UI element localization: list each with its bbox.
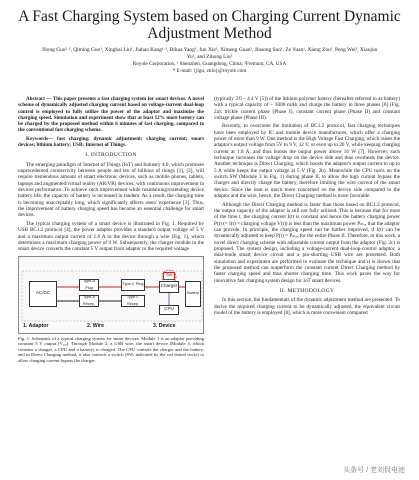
cpu-box: CPU xyxy=(159,305,179,315)
paragraph: The emerging paradigm of Internet of Things (IoT) and Industry 4.0, which promises unprecedented connectivity between people and ten of billions of things [1], [2], will require tremendous amount of smart electronic devices, such as mobile phones, tablets, laptops and augmented/virtual reality (AR/VR) devices, with continuous improvement in devices performance. To achieve such improvement while maintaining/extending device battery life, the capacity of battery is increased in tandem. As a result, the charging time is becoming unacceptably long, which significantly affects users' experience [3]. Thus, the improvement of battery charging speed has become an essential challenge for smart devices. xyxy=(18,161,204,219)
type-c-receptacle-box: Type-C Recep. xyxy=(121,295,145,307)
keywords: Keywords— fast charging; dynamic adjustment; charging current; smart devices; lithium battery; USB; Internet of Things. xyxy=(18,135,204,149)
type-a-receptacle-box: Type-A Recep. xyxy=(79,295,99,307)
left-column xyxy=(18,96,204,364)
paragraph: In this section, the fundamentals of the dynamic adjustment method are presented. To derive the required charging current to be dynamically adjusted, the equivalent circuit model of the battery is employed [8], which is more convenient compared xyxy=(214,297,400,316)
battery-box: Battery xyxy=(185,281,201,307)
paragraph: Although the Direct Charging method is faster than those based on BC1.2 protocol, the output capacity of the adaptor is still not fully utilized. This is because that for most of the time t, the charging current I(t) is constant and hence the battery charging power P(t) (= I(t) × charging voltage V(t)) is less than the maximum power Pₘₐₓ that the adaptor can provide. In principle, the charging speed can be further improved, if I(t) can be dynamically adjusted to keep P(t) = Pₘₐₓ for the entire Phase II. Therefore, in this work, a novel direct charging scheme with adjustable current output from the adaptor (Fig. 2c) is proposed. The system design, including a voltage-current dual-loop-control adaptor, a dual-mode smart device circuit and a pin-shorting USB wire are presented. Both simulation and experiment are performed to evaluate the technique and it is shown that the proposed method can outperform the constant current Direct Charging method by faster charging speed and thus shorter charging time. This work paves the way for innovative fast charging system design for IoT smart devices. xyxy=(214,201,400,284)
charger-box: Charger xyxy=(159,281,179,293)
abstract: Abstract — This paper presents a fast charging system for smart devices. A novel scheme of dynamically adjusted charging current based on voltage-current dual-loop control is employed to fully utilize the power of the adaptor and maximize the charging speed. Simulation and experiment show that at least 12% more battery can be charged by the proposed method within 6 minutes of fast charging, compared to the conventional fast charging scheme. xyxy=(18,96,204,134)
switch-box: SW xyxy=(163,272,175,280)
right-column xyxy=(214,96,400,364)
email: * E-mail: {jlgu, zhlo}@royole.com xyxy=(172,67,247,74)
author-list: Jilong Guo¹·², Qiming Guo¹, Xinghai Liu¹, Jiahao Kang¹·², Bihua Yang¹, Jun Xie¹, Ximeng Guan², Jinsong Sun¹, Ze Yuan¹, Xiang Zou¹, Peng Wei¹, Xiaojun Yu¹, and Zihong Liu¹ xyxy=(41,47,378,60)
figure-1-caption: Fig. 1. Schematic of a typical charging system for smart devices. Module 1 is an adaptor providing constant 5 V output (Vₐₐₐ). Through Module 2, a USB wire, the smart device (Module 3, which contains a charger, a CPU and a battery) is charged. The CPU controls the charger and the battery, and in Direct Charging method, it also controls a switch (SW, indicated by the red dotted circle) to allow charging current bypass the charger. xyxy=(18,335,204,363)
affiliation: Royole Corporation, ¹ Shenzhen, Guangdong, China; ²Fremont, CA, USA xyxy=(132,61,287,67)
device-label: 3. Device xyxy=(153,322,176,329)
wire-label: 2. Wire xyxy=(87,322,104,329)
section-heading-introduction: I. INTRODUCTION xyxy=(85,152,137,159)
ac-dc-box: AC/DC xyxy=(29,281,57,307)
type-a-plug-box: Type-A Plug xyxy=(79,279,99,291)
figure-1-schematic xyxy=(18,256,204,334)
section-heading-methodology: II. METHODOLOGY xyxy=(279,287,335,294)
type-c-plug-box: Type-C Plug xyxy=(121,279,145,291)
adaptor-label: 1. Adaptor xyxy=(23,322,49,329)
paper-title: A Fast Charging System based on Charging Current Dynamic Adjustment Method xyxy=(18,8,401,42)
watermark: 头条号 / 老刘侃电池 xyxy=(343,467,405,474)
paragraph: The typical charging system of a smart device is illustrated in Fig. 1. Required by USB BC1.2 protocol [4], the power adaptor provides a standard output voltage of 5 V and a maximum output current of 1.8 A to the device through a wire (Fig. 1), which determines a maximum charging power of 9 W. Subsequently, the charger module in the smart device converts the constant 5 V output from adaptor to the required voltage xyxy=(18,220,204,253)
paragraph: Recently, to overcome the limitation of BC1.2 protocol, fast charging techniques have been employed by IC and mobile device manufactures, which offer a charging power of more than 9 W. One method is the High Voltage Fast Charging, which raises the adaptor's output voltage from 5V to 9 V, 12 V, or even up to 20 V, while keeping charging current at 1.8 A, and thus boosts the output power above 16 W [7]. However, such technique increases the voltage drop on the device side and thus overheats the device. Another technique is Direct Charging, which boosts the adaptor's output current to up to 5 A while keeps the output voltage at 5 V (Fig. 2b). Meanwhile the CPU turns on the switch SW (Module 3 in Fig. 1) during phase II, to allow the high current bypass the charger and directly charge the battery, therefore limiting the wire current of the smart device. Since the heat is much more concerned on the device side compared to the adaptor and the wire, hence, the Direct Charging method is more favorable. xyxy=(214,123,400,200)
paragraph: (typically 3.0 – 4.4 V [5]) of the lithium polymer battery (hereafter referred to as battery) with a typical capacity of ~ 3000 mAh and charge the battery in three phases [6] (Fig. 2a): trickle current phase (Phase I), constant current phase (Phase II) and constant voltage phase (Phase III). xyxy=(214,96,400,122)
two-column-body xyxy=(18,96,401,364)
